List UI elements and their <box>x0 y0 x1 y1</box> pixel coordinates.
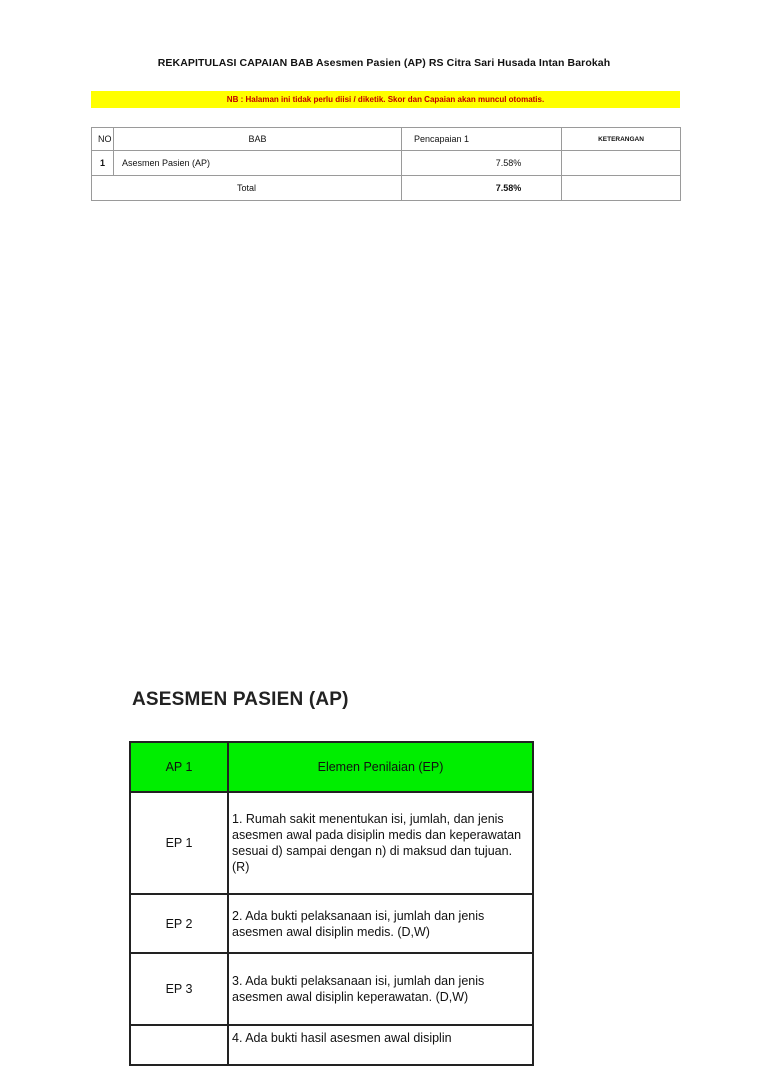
ap-header-row <box>130 742 533 792</box>
table-row <box>130 953 533 1025</box>
ap-elements-table <box>129 741 534 1066</box>
table-row <box>130 894 533 953</box>
header-keterangan: KETERANGAN <box>562 128 681 151</box>
recap-header-row <box>92 128 681 151</box>
ep-code: EP 1 <box>130 792 228 894</box>
total-label: Total <box>92 176 402 201</box>
header-bab: BAB <box>114 128 402 151</box>
ap-standard-label: AP 1 <box>130 742 228 792</box>
header-pencapaian: Pencapaian 1 <box>402 128 562 151</box>
table-row <box>92 151 681 176</box>
ep-description: 2. Ada bukti pelaksanaan isi, jumlah dan jenis asesmen awal disiplin medis. (D,W) <box>228 894 533 953</box>
ep-code: EP 2 <box>130 894 228 953</box>
row-number: 1 <box>92 151 114 176</box>
table-row <box>130 1025 533 1065</box>
ep-code: EP 3 <box>130 953 228 1025</box>
document-title: REKAPITULASI CAPAIAN BAB Asesmen Pasien (AP) RS Citra Sari Husada Intan Barokah <box>157 57 611 69</box>
section-heading: ASESMEN PASIEN (AP) <box>132 689 349 710</box>
row-bab: Asesmen Pasien (AP) <box>114 151 402 176</box>
ep-description: 3. Ada bukti pelaksanaan isi, jumlah dan jenis asesmen awal disiplin keperawatan. (D,W) <box>228 953 533 1025</box>
recap-table <box>91 127 681 201</box>
ep-column-header: Elemen Penilaian (EP) <box>228 742 533 792</box>
row-keterangan <box>562 151 681 176</box>
ep-description: 4. Ada bukti hasil asesmen awal disiplin <box>228 1025 533 1065</box>
ep-description: 1. Rumah sakit menentukan isi, jumlah, dan jenis asesmen awal pada disiplin medis dan keperawatan sesuai d) sampai dengan n) di maksud dan tujuan. (R) <box>228 792 533 894</box>
ep-code <box>130 1025 228 1065</box>
table-row <box>130 792 533 894</box>
row-pencapaian: 7.58% <box>402 151 562 176</box>
total-row <box>92 176 681 201</box>
total-value: 7.58% <box>402 176 562 201</box>
auto-fill-note: NB : Halaman ini tidak perlu diisi / diketik. Skor dan Capaian akan muncul otomatis. <box>91 91 680 108</box>
header-no: NO <box>92 128 114 151</box>
total-keterangan <box>562 176 681 201</box>
